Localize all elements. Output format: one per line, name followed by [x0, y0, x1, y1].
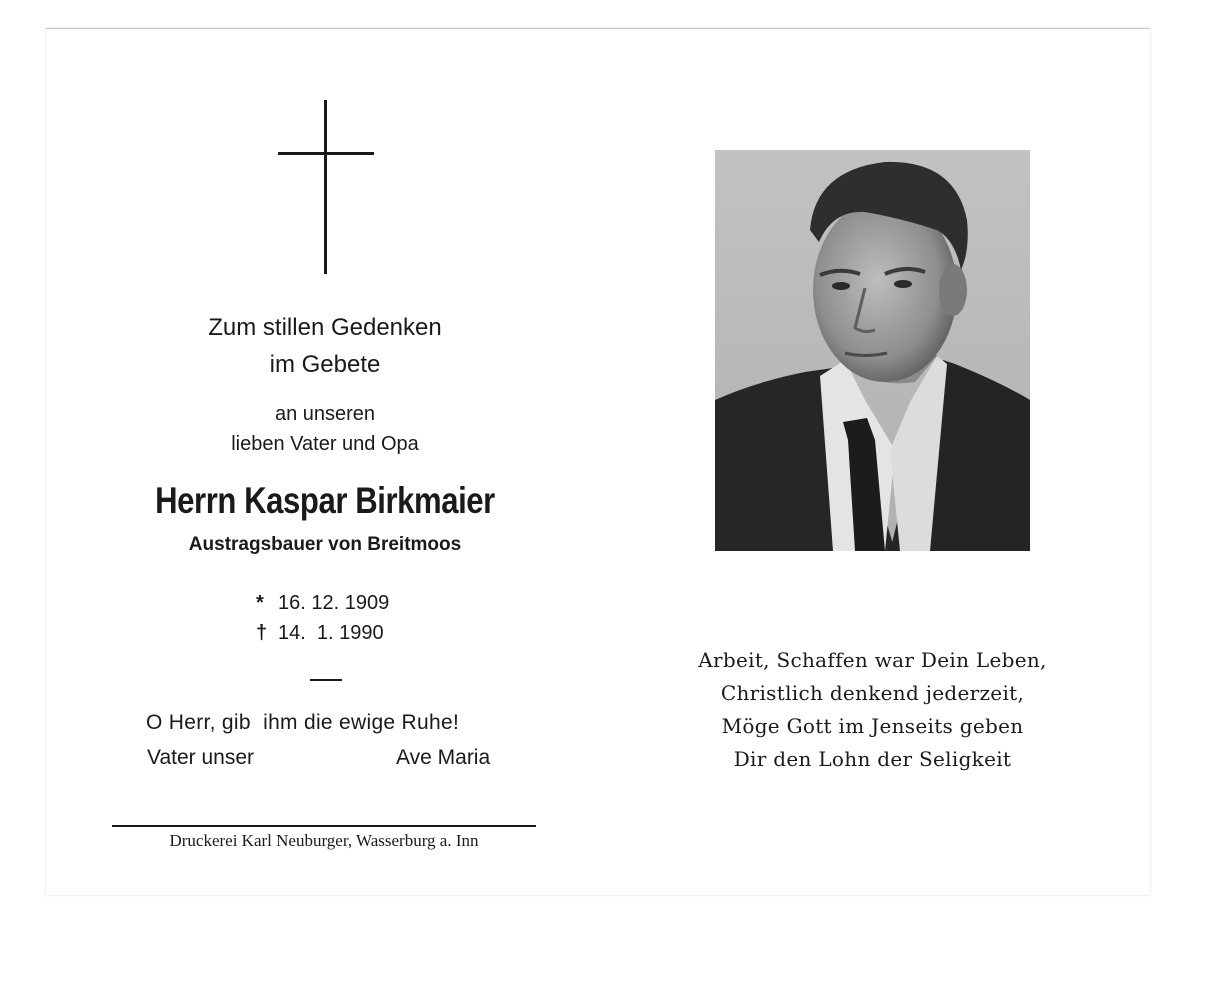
deceased-name: Herrn Kaspar Birkmaier: [155, 480, 495, 521]
intro-line-2: lieben Vater und Opa: [231, 433, 419, 455]
heading-line-1: Zum stillen Gedenken: [208, 314, 442, 341]
portrait-illustration: [715, 150, 1030, 551]
deceased-role: Austragsbauer von Breitmoos: [188, 534, 462, 555]
prayer-line: O Herr, gib ihm die ewige Ruhe!: [146, 711, 460, 734]
heading-line-2: im Gebete: [269, 351, 381, 378]
cross-vertical-bar: [324, 100, 327, 274]
death-date: 14. 1. 1990: [278, 622, 384, 644]
poem-line-1: Arbeit, Schaffen war Dein Leben,: [698, 648, 1047, 672]
birth-date: 16. 12. 1909: [278, 592, 390, 614]
poem-line-3: Möge Gott im Jenseits geben: [721, 714, 1024, 738]
birth-star-icon: *: [256, 592, 264, 614]
prayer-vater-unser: Vater unser: [147, 746, 254, 769]
portrait-photo: [715, 150, 1030, 551]
death-cross-icon: †: [256, 622, 268, 644]
printer-credit: Druckerei Karl Neuburger, Wasserburg a. Inn: [169, 831, 479, 850]
cross-horizontal-bar: [278, 152, 374, 155]
intro-line-1: an unseren: [274, 403, 376, 425]
poem-line-4: Dir den Lohn der Seligkeit: [733, 747, 1012, 771]
poem-line-2: Christlich denkend jederzeit,: [720, 681, 1025, 705]
prayer-ave-maria: Ave Maria: [396, 746, 491, 769]
divider-short: [310, 679, 342, 681]
death-row: [256, 622, 384, 645]
cross-icon: [278, 100, 374, 274]
printer-divider: [112, 825, 536, 827]
birth-row: [256, 592, 389, 615]
